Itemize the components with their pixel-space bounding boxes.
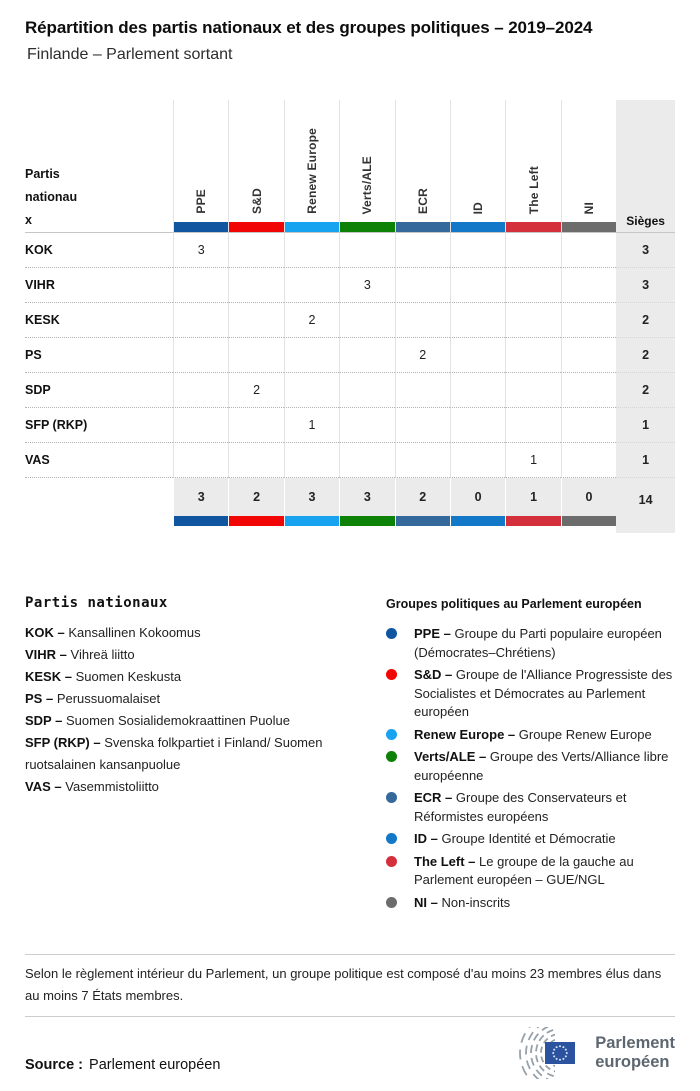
group-total-cell: 0 bbox=[450, 478, 505, 516]
seat-count-cell bbox=[284, 268, 339, 303]
party-name: SFP (RKP) bbox=[25, 408, 173, 443]
legend-group-text bbox=[414, 789, 675, 826]
seat-count-cell bbox=[450, 268, 505, 303]
legend-color-dot bbox=[386, 628, 397, 639]
seat-count-cell bbox=[395, 233, 450, 268]
group-column-label: NI bbox=[581, 201, 596, 214]
seat-count-cell bbox=[450, 373, 505, 408]
group-total-cell: 3 bbox=[339, 478, 394, 516]
legend-group-item bbox=[386, 748, 675, 785]
group-abbr: NI – bbox=[414, 894, 438, 910]
seat-count-cell bbox=[395, 408, 450, 443]
party-full-name: Suomen Keskusta bbox=[75, 669, 182, 684]
hemicycle-logo-icon bbox=[508, 1027, 586, 1079]
seat-count-cell bbox=[561, 338, 616, 373]
seat-count-cell bbox=[339, 408, 394, 443]
seat-count-cell bbox=[228, 408, 283, 443]
group-color-bar bbox=[228, 516, 283, 526]
seat-count-cell bbox=[339, 233, 394, 268]
group-abbr: S&D – bbox=[414, 667, 453, 682]
group-color-bar bbox=[505, 516, 560, 526]
eu-flag-icon bbox=[545, 1042, 575, 1064]
seat-count-cell: 3 bbox=[173, 233, 228, 268]
group-column-label: Verts/ALE bbox=[360, 155, 375, 214]
seat-count-cell bbox=[339, 373, 394, 408]
column-header-group bbox=[339, 100, 394, 233]
legend-group-text bbox=[414, 830, 616, 849]
group-full-name: Groupe de l'Alliance Progressiste des Socialistes et Démocrates au Parlement européen bbox=[414, 667, 673, 719]
logo-wordmark bbox=[595, 1034, 675, 1072]
group-full-name: Groupe des Verts/Alliance libre européenne bbox=[414, 749, 669, 783]
legend-group-item bbox=[386, 894, 675, 913]
column-header-group bbox=[284, 100, 339, 233]
group-column-label: ECR bbox=[415, 188, 430, 214]
seat-count-cell bbox=[284, 233, 339, 268]
seat-count-cell bbox=[450, 408, 505, 443]
legend-group-item bbox=[386, 666, 675, 722]
row-seats-cell: 3 bbox=[616, 268, 675, 303]
totals-spacer bbox=[25, 478, 173, 516]
party-full-name: Suomen Sosialidemokraattinen Puolue bbox=[65, 713, 290, 728]
group-full-name: Groupe des Conservateurs et Réformistes européens bbox=[414, 790, 627, 824]
seat-count-cell bbox=[561, 408, 616, 443]
column-header-parties bbox=[25, 100, 173, 233]
source-value: Parlement européen bbox=[89, 1057, 221, 1073]
column-header-seats: Sièges bbox=[616, 100, 675, 233]
legend-party-item bbox=[25, 710, 355, 732]
seat-count-cell: 1 bbox=[284, 408, 339, 443]
page-title: Répartition des partis nationaux et des groupes politiques – 2019–2024 bbox=[25, 18, 593, 37]
legend-groups-list bbox=[386, 625, 675, 912]
seat-count-cell bbox=[173, 443, 228, 478]
group-total-cell: 2 bbox=[228, 478, 283, 516]
group-color-bar bbox=[395, 516, 450, 526]
page-subtitle: Finlande – Parlement sortant bbox=[27, 46, 233, 63]
party-abbr: SFP (RKP) – bbox=[25, 735, 101, 750]
bars-spacer bbox=[25, 516, 173, 526]
group-column-label: ID bbox=[471, 201, 486, 214]
group-total-cell: 3 bbox=[173, 478, 228, 516]
legend-color-dot bbox=[386, 729, 397, 740]
group-color-bar bbox=[396, 222, 450, 232]
column-header-group bbox=[505, 100, 560, 233]
row-seats-cell: 2 bbox=[616, 303, 675, 338]
legend-group-item bbox=[386, 789, 675, 826]
column-header-group bbox=[450, 100, 505, 233]
seat-count-cell bbox=[505, 373, 560, 408]
group-abbr: PPE – bbox=[414, 626, 451, 641]
group-color-bar bbox=[285, 222, 339, 232]
seat-count-cell bbox=[228, 303, 283, 338]
seat-count-cell: 2 bbox=[395, 338, 450, 373]
row-seats-cell: 1 bbox=[616, 443, 675, 478]
seat-count-cell bbox=[339, 338, 394, 373]
party-abbr: SDP – bbox=[25, 713, 63, 728]
legend-color-dot bbox=[386, 669, 397, 680]
seat-count-cell: 2 bbox=[284, 303, 339, 338]
party-full-name: Vihreä liitto bbox=[70, 647, 135, 662]
seat-count-cell bbox=[450, 443, 505, 478]
legend-parties-title: Partis nationaux bbox=[25, 595, 168, 611]
legends-section bbox=[25, 595, 675, 916]
seat-count-cell bbox=[505, 303, 560, 338]
legend-parties-list bbox=[25, 622, 355, 798]
group-color-bar bbox=[340, 222, 394, 232]
legend-group-item bbox=[386, 625, 675, 662]
group-color-bar bbox=[174, 222, 228, 232]
group-column-label: The Left bbox=[526, 165, 541, 214]
group-abbr: Renew Europe – bbox=[414, 726, 516, 742]
column-header-group bbox=[395, 100, 450, 233]
seat-count-cell bbox=[284, 338, 339, 373]
legend-national-parties bbox=[25, 595, 355, 916]
parties-header-label: Partis nationaux bbox=[25, 167, 78, 227]
party-abbr: KOK – bbox=[25, 625, 65, 640]
group-color-bar bbox=[451, 222, 505, 232]
party-abbr: KESK – bbox=[25, 669, 72, 684]
party-full-name: Vasemmistoliitto bbox=[65, 779, 159, 794]
group-color-bar bbox=[506, 222, 560, 232]
party-name: KESK bbox=[25, 303, 173, 338]
seat-count-cell bbox=[561, 373, 616, 408]
seat-count-cell bbox=[284, 373, 339, 408]
divider bbox=[25, 1016, 675, 1017]
party-full-name: Kansallinen Kokoomus bbox=[68, 625, 201, 640]
seat-count-cell bbox=[395, 443, 450, 478]
group-total-cell: 1 bbox=[505, 478, 560, 516]
party-name: VIHR bbox=[25, 268, 173, 303]
group-color-bar bbox=[562, 222, 616, 232]
seat-count-cell bbox=[395, 268, 450, 303]
seat-count-cell bbox=[450, 338, 505, 373]
legend-color-dot bbox=[386, 897, 397, 908]
source-row bbox=[25, 1025, 675, 1083]
seat-count-cell bbox=[173, 338, 228, 373]
group-full-name: Non-inscrits bbox=[441, 894, 511, 910]
group-abbr: The Left – bbox=[414, 853, 476, 869]
seat-count-cell bbox=[505, 268, 560, 303]
group-color-bar bbox=[339, 516, 394, 526]
seat-count-cell bbox=[173, 303, 228, 338]
seat-count-cell bbox=[505, 233, 560, 268]
party-full-name: Perussuomalaiset bbox=[56, 691, 161, 706]
legend-party-item bbox=[25, 666, 355, 688]
party-abbr: VAS – bbox=[25, 779, 62, 794]
seat-count-cell bbox=[339, 443, 394, 478]
legend-party-item bbox=[25, 732, 355, 776]
party-full-name: Svenska folkpartiet i Finland/ Suomen ruotsalainen kansanpuolue bbox=[25, 735, 323, 772]
legend-group-text bbox=[414, 726, 652, 745]
legend-group-text bbox=[414, 625, 675, 662]
legend-party-item bbox=[25, 644, 355, 666]
group-abbr: Verts/ALE – bbox=[414, 749, 487, 764]
seat-count-cell bbox=[561, 443, 616, 478]
seat-count-cell bbox=[450, 303, 505, 338]
seat-count-cell bbox=[561, 233, 616, 268]
column-header-group bbox=[173, 100, 228, 233]
seat-count-cell bbox=[173, 408, 228, 443]
group-full-name: Le groupe de la gauche au Parlement européen – GUE/NGL bbox=[414, 853, 634, 887]
group-column-label: PPE bbox=[194, 189, 209, 214]
party-name: KOK bbox=[25, 233, 173, 268]
ep-logo bbox=[508, 1027, 675, 1079]
row-seats-cell: 1 bbox=[616, 408, 675, 443]
seat-count-cell: 1 bbox=[505, 443, 560, 478]
legend-party-item bbox=[25, 622, 355, 644]
column-header-group bbox=[561, 100, 616, 233]
group-total-cell: 3 bbox=[284, 478, 339, 516]
row-seats-cell: 2 bbox=[616, 373, 675, 408]
party-name: SDP bbox=[25, 373, 173, 408]
logo-line2: européen bbox=[595, 1053, 670, 1071]
legend-group-text bbox=[414, 894, 510, 913]
group-color-bar bbox=[229, 222, 283, 232]
seat-count-cell bbox=[173, 268, 228, 303]
seat-count-cell bbox=[228, 338, 283, 373]
group-column-label: Renew Europe bbox=[304, 128, 319, 214]
seat-count-cell: 3 bbox=[339, 268, 394, 303]
seat-count-cell bbox=[228, 443, 283, 478]
legend-color-dot bbox=[386, 751, 397, 762]
seat-count-cell bbox=[339, 303, 394, 338]
party-abbr: VIHR – bbox=[25, 647, 67, 662]
party-name: PS bbox=[25, 338, 173, 373]
footnote: Selon le règlement intérieur du Parlement, un groupe politique est composé d'au moins 23 membres élus dans au moins 7 États membres. bbox=[25, 966, 662, 1003]
group-total-cell: 2 bbox=[395, 478, 450, 516]
group-color-bar bbox=[450, 516, 505, 526]
legend-group-text bbox=[414, 853, 675, 890]
row-seats-cell: 2 bbox=[616, 338, 675, 373]
source-line bbox=[25, 1057, 220, 1073]
total-seats-cell: 14 bbox=[616, 478, 675, 533]
legend-group-text bbox=[414, 748, 675, 785]
seat-count-cell bbox=[505, 338, 560, 373]
source-label: Source : bbox=[25, 1057, 84, 1073]
seat-count-cell bbox=[561, 303, 616, 338]
column-header-group bbox=[228, 100, 283, 233]
row-seats-cell: 3 bbox=[616, 233, 675, 268]
logo-line1: Parlement bbox=[595, 1034, 675, 1052]
group-abbr: ECR – bbox=[414, 790, 453, 805]
group-full-name: Groupe du Parti populaire européen (Démocrates–Chrétiens) bbox=[414, 626, 662, 660]
group-color-bar bbox=[284, 516, 339, 526]
party-abbr: PS – bbox=[25, 691, 54, 706]
legend-color-dot bbox=[386, 792, 397, 803]
seat-count-cell bbox=[450, 233, 505, 268]
seat-count-cell bbox=[228, 233, 283, 268]
legend-group-text bbox=[414, 666, 675, 722]
legend-party-item bbox=[25, 776, 355, 798]
seat-count-cell bbox=[228, 268, 283, 303]
seat-count-cell bbox=[505, 408, 560, 443]
seat-count-cell: 2 bbox=[228, 373, 283, 408]
legend-party-item bbox=[25, 688, 355, 710]
legend-color-dot bbox=[386, 833, 397, 844]
group-full-name: Groupe Renew Europe bbox=[518, 726, 652, 742]
seat-count-cell bbox=[561, 268, 616, 303]
legend-group-item bbox=[386, 853, 675, 890]
group-column-label: S&D bbox=[249, 188, 264, 214]
party-group-table bbox=[25, 100, 676, 533]
group-total-cell: 0 bbox=[561, 478, 616, 516]
group-color-bar bbox=[561, 516, 616, 526]
legend-color-dot bbox=[386, 856, 397, 867]
infographic-page bbox=[0, 18, 700, 1083]
seat-count-cell bbox=[173, 373, 228, 408]
group-abbr: ID – bbox=[414, 831, 438, 846]
seat-count-cell bbox=[284, 443, 339, 478]
legend-groups-title: Groupes politiques au Parlement européen bbox=[386, 597, 642, 611]
seat-count-cell bbox=[395, 303, 450, 338]
group-full-name: Groupe Identité et Démocratie bbox=[441, 831, 616, 846]
seat-count-cell bbox=[395, 373, 450, 408]
legend-group-item bbox=[386, 830, 675, 849]
group-color-bar bbox=[173, 516, 228, 526]
legend-group-item bbox=[386, 726, 675, 745]
legend-political-groups bbox=[386, 595, 675, 916]
party-name: VAS bbox=[25, 443, 173, 478]
